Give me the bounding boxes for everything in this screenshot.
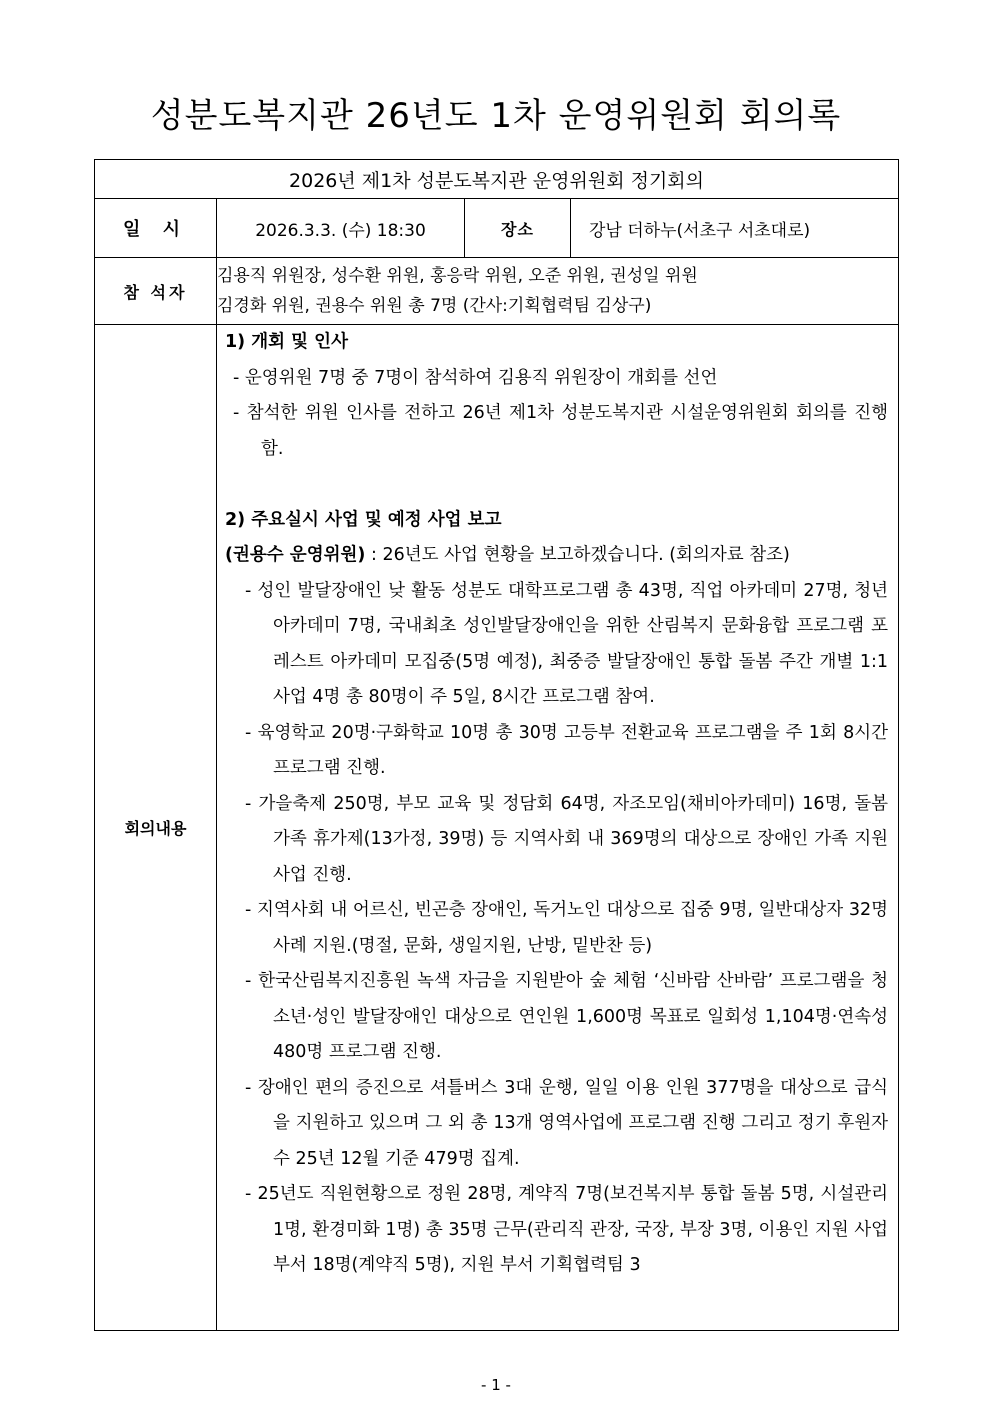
section-1-item: - 참석한 위원 인사를 전하고 26년 제1차 성분도복지관 시설운영위원회 회의를 진행함.: [233, 403, 889, 459]
document-title: 성분도복지관 26년도 1차 운영위원회 회의록: [150, 96, 842, 136]
place-value: 강남 더하누(서초구 서초대로): [571, 199, 899, 258]
meeting-name-row: [95, 160, 899, 199]
content-label: 회의내용: [95, 325, 217, 1331]
section-1-heading: 1) 개회 및 인사: [225, 332, 348, 352]
section-2-item: - 한국산림복지진흥원 녹색 자금을 지원받아 숲 체험 ‘신바람 산바람’ 프로그램을 청소년·성인 발달장애인 대상으로 연인원 1,600명 목표로 일회성 1,104명·연속성 480명 프로그램 진행.: [245, 971, 889, 1062]
section-2-item: - 가을축제 250명, 부모 교육 및 정담회 64명, 자조모임(채비아카데미) 16명, 돌봄가족 휴가제(13가정, 39명) 등 지역사회 내 369명의 대상으로 장애인 가족 지원 사업 진행.: [245, 793, 889, 885]
content-cell: [217, 325, 899, 1331]
place-label: 장소: [465, 199, 571, 258]
attendees-cell: [217, 258, 899, 325]
section-2-item: - 25년도 직원현황으로 정원 28명, 계약직 7명(보건복지부 통합 돌봄 5명, 시설관리 1명, 환경미화 1명) 총 35명 근무(관리직 관장, 국장, 부장 3명, 이용인 지원 사업 부서 18명(계약직 5명), 지원 부서 기획협력팀 3: [245, 1184, 889, 1275]
speaker-text: : 26년도 사업 현황을 보고하겠습니다. (회의자료 참조): [365, 545, 790, 565]
spacer: [225, 467, 888, 503]
meeting-name: 2026년 제1차 성분도복지관 운영위원회 정기회의: [95, 160, 899, 199]
section-2-item: - 성인 발달장애인 낮 활동 성분도 대학프로그램 총 43명, 직업 아카데미 27명, 청년 아카데미 7명, 국내최초 성인발달장애인을 위한 산림복지 문화융합 프로그램 포레스트 아카데미 모집중(5명 예정), 최중증 발달장애인 통합 돌봄 주간 개별 1:1 사업 4명 총 80명이 주 5일, 8시간 프로그램 참여.: [245, 580, 889, 707]
date-row: [95, 199, 899, 258]
date-label: 일 시: [95, 199, 217, 258]
section-1-item: - 운영위원 7명 중 7명이 참석하여 김용직 위원장이 개회를 선언: [233, 367, 718, 388]
section-2-item: - 지역사회 내 어르신, 빈곤층 장애인, 독거노인 대상으로 집중 9명, 일반대상자 32명 사례 지원.(명절, 문화, 생일지원, 난방, 밑반찬 등): [245, 900, 889, 956]
page-number: - 1 -: [481, 1376, 511, 1394]
section-2-heading: 2) 주요실시 사업 및 예정 사업 보고: [225, 509, 502, 530]
speaker-line: [225, 538, 888, 574]
content-body: [217, 325, 898, 1284]
minutes-table: [94, 159, 899, 1331]
attendees-label: 참 석자: [95, 258, 217, 325]
section-2-item: - 육영학교 20명·구화학교 10명 총 30명 고등부 전환교육 프로그램을 주 1회 8시간 프로그램 진행.: [245, 722, 889, 778]
attendees-line-1: 김용직 위원장, 성수환 위원, 홍응락 위원, 오준 위원, 권성일 위원: [217, 266, 698, 286]
attendees-line-2: 김경화 위원, 권용수 위원 총 7명 (간사:기획협력팀 김상구): [217, 296, 652, 316]
content-row: [95, 325, 899, 1331]
section-2-item: - 장애인 편의 증진으로 셔틀버스 3대 운행, 일일 이용 인원 377명을 대상으로 급식을 지원하고 있으며 그 외 총 13개 영역사업에 프로그램 진행 그리고 정기 후원자 수 25년 12월 기준 479명 집계.: [245, 1077, 889, 1169]
speaker-name: (권용수 운영위원): [225, 545, 366, 565]
attendees-row: [95, 258, 899, 325]
date-value: 2026.3.3. (수) 18:30: [217, 199, 465, 258]
